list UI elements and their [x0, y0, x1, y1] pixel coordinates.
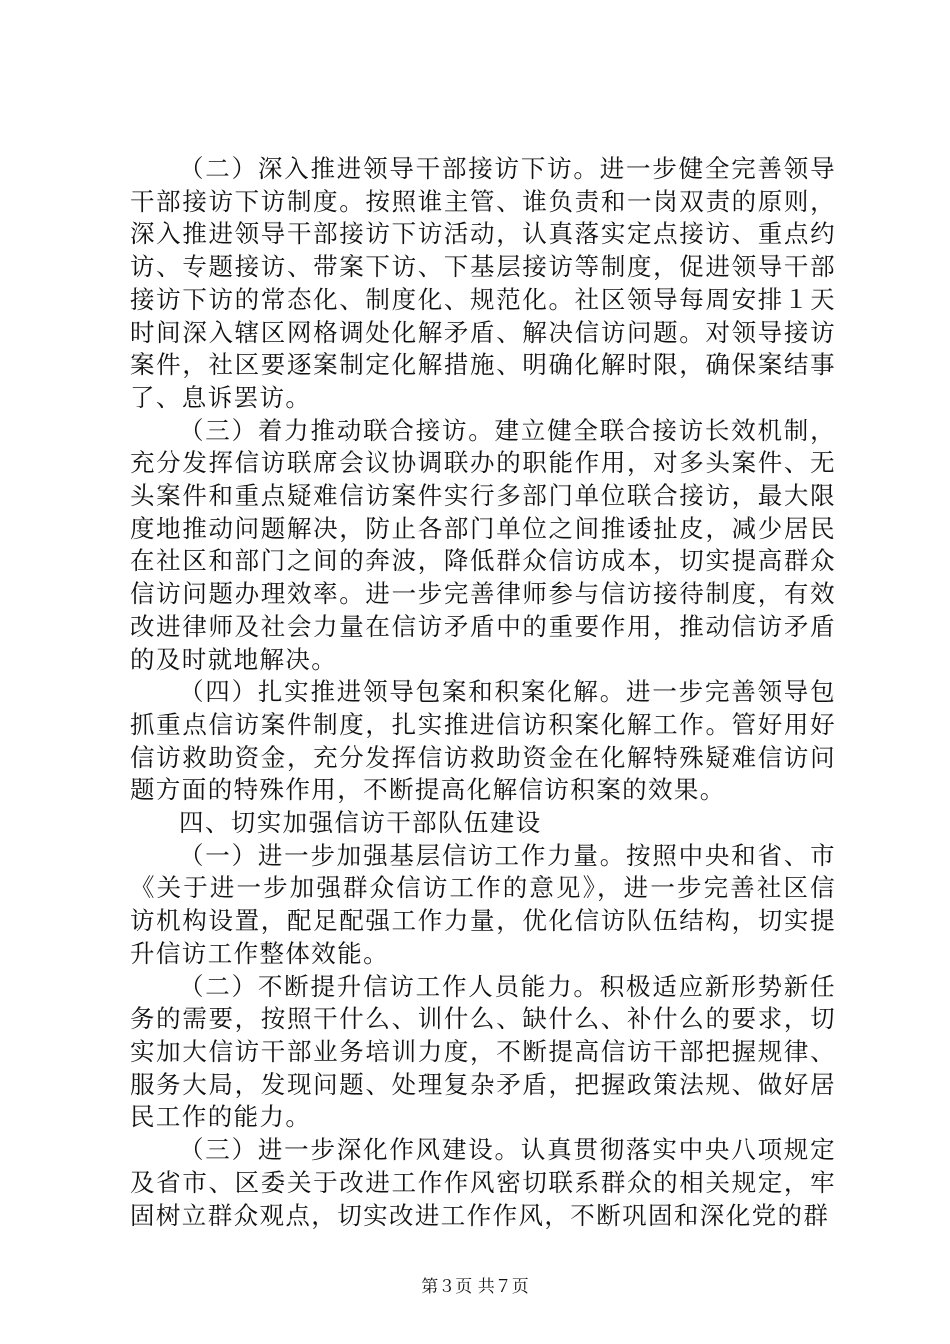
- paragraph-leader-visits: （二）深入推进领导干部接访下访。进一步健全完善领导干部接访下访制度。按照谁主管、谁负责和一岗双责的原则，深入推进领导干部接访下访活动，认真落实定点接访、重点约访、专题接访、带案下访、下基层接访等制度，促进领导干部接访下访的常态化、制度化、规范化。社区领导每周安排１天时间深入辖区网格调处化解矛盾、解决信访问题。对领导接访案件，社区要逐案制定化解措施、明确化解时限，确保案结事了、息诉罢访。: [130, 154, 836, 412]
- paragraph-work-style: （三）进一步深化作风建设。认真贯彻落实中央八项规定及省市、区委关于改进工作作风密切联系群众的相关规定，牢固树立群众观点，切实改进工作作风，不断巩固和深化党的群: [130, 1135, 836, 1230]
- paragraph-backlog-cases: （四）扎实推进领导包案和积案化解。进一步完善领导包抓重点信访案件制度，扎实推进信访积案化解工作。管好用好信访救助资金，充分发挥信访救助资金在化解特殊疑难信访问题方面的特殊作用，不断提高化解信访积案的效果。: [130, 677, 836, 805]
- paragraph-grassroots-strength: （一）进一步加强基层信访工作力量。按照中央和省、市《关于进一步加强群众信访工作的意见》，进一步完善社区信访机构设置，配足配强工作力量，优化信访队伍结构，切实提升信访工作整体效能。: [130, 840, 836, 968]
- paragraph-staff-capability: （二）不断提升信访工作人员能力。积极适应新形势新任务的需要，按照干什么、训什么、缺什么、补什么的要求，切实加大信访干部业务培训力度，不断提高信访干部把握规律、服务大局，发现问题、处理复杂矛盾，把握政策法规、做好居民工作的能力。: [130, 971, 836, 1132]
- page-footer: 第３页 共７页: [421, 1277, 529, 1297]
- paragraph-joint-visits: （三）着力推动联合接访。建立健全联合接访长效机制，充分发挥信访联席会议协调联办的职能作用，对多头案件、无头案件和重点疑难信访案件实行多部门单位联合接访，最大限度地推动问题解决，防止各部门单位之间推诿扯皮，减少居民在社区和部门之间的奔波，降低群众信访成本，切实提高群众信访问题办理效率。进一步完善律师参与信访接待制度，有效改进律师及社会力量在信访矛盾中的重要作用，推动信访矛盾的及时就地解决。: [130, 415, 836, 674]
- document-body: [130, 153, 836, 1232]
- section-heading-four: 四、切实加强信访干部队伍建设: [179, 808, 542, 838]
